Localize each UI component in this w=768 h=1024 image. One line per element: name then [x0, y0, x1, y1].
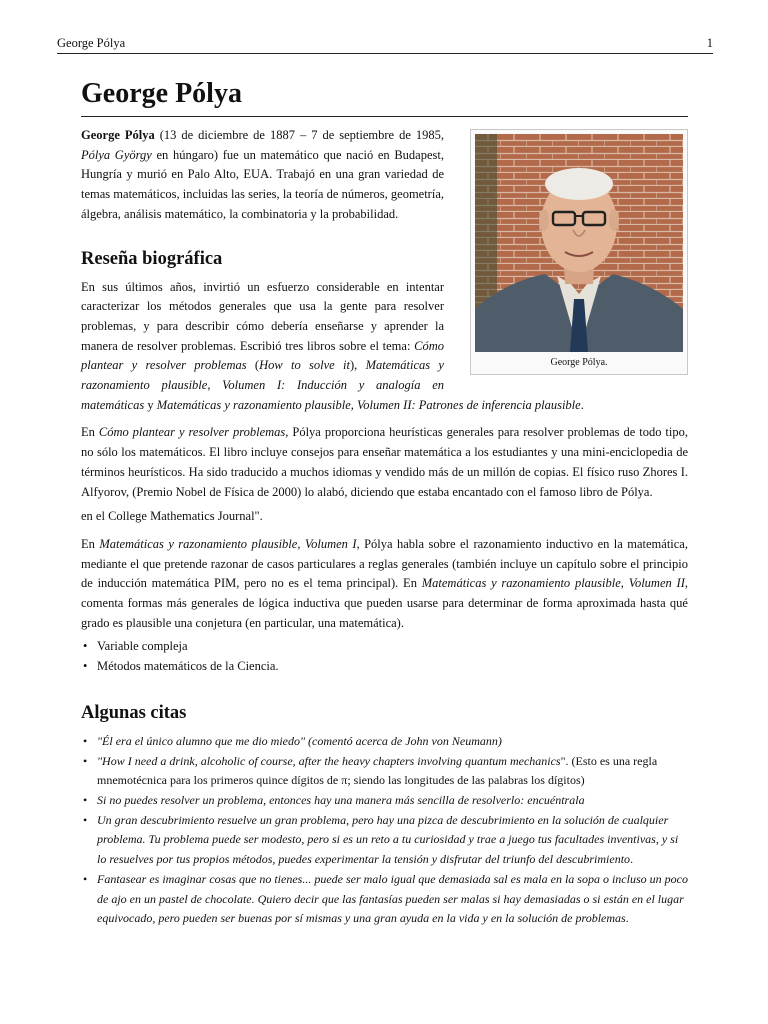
bio-paragraph-3: en el College Mathematics Journal". [81, 509, 263, 524]
page-number: 1 [706, 36, 713, 50]
quote-text: "How I need a drink, alcoholic of course, after the heavy chapters involving quantum mechanics [97, 753, 561, 768]
paragraph-text: , Pólya proporciona heurísticas generales para resolver problemas de todo tipo, no sólo los matemáticos. El libro incluye consejos para enseñar matemática a los estudiantes y una mini-enciclopedia de términos heurísticos. Ha sido traducido a muchos idiomas y vendido más de un millón de copias. El físico ruso Zhores I. Alfyorov, (Premio Nobel de Física de 2000) lo alabó, diciendo que estaba encantado con el famoso libro de Pólya. [81, 425, 688, 499]
figure-caption: George Pólya. [550, 357, 608, 368]
quote-item [81, 870, 688, 929]
paragraph-text: y [144, 397, 157, 412]
quote-text: Fantasear es imaginar cosas que no tienes... puede ser malo igual que demasiada sal es mala en la sopa o incluso un poco de ajo en un pastel de chocolate. Quiero decir que las fantasías pueden ser malas si hay demasiadas o si están en el lugar equivocado, pero pueden ser buenas por sí mismas y una gran ayuda en la vida y en la solución de problemas [97, 871, 688, 926]
quote-note: . [630, 852, 634, 867]
quote-note: . [625, 911, 629, 926]
paragraph-text: En [81, 536, 100, 551]
intro-text: en húngaro) fue un matemático que nació en Budapest, Hungría y murió en Palo Alto, EUA. Trabajó en una gran variedad de temas matemáticos, incluidas las series, la teoría de números, geometría, álgebra, análisis matemático, la combinatoria y la probabilidad. [81, 147, 444, 221]
book-title: Matemáticas y razonamiento plausible, Volumen I: Inducción y analogía en matemáticas [81, 358, 444, 412]
native-name: Pólya György [81, 147, 152, 162]
quote-text: "Él era el único alumno que me dio miedo" (comentó acerca de John von Neumann) [97, 733, 502, 748]
running-title: George Pólya [57, 36, 126, 50]
quote-text: Si no puedes resolver un problema, entonces hay una manera más sencilla de resolverlo: encuéntrala [97, 792, 585, 807]
book-title: Cómo plantear y resolver problemas [98, 425, 286, 440]
subject-name: George Pólya [81, 128, 155, 142]
paragraph-text: En [81, 425, 99, 440]
header-divider [57, 53, 713, 54]
quote-item [81, 732, 688, 752]
section-heading-quotes: Algunas citas [81, 702, 187, 723]
portrait-photo [475, 134, 683, 352]
portrait-figure [470, 129, 688, 375]
paragraph-text: ( [246, 358, 260, 373]
paragraph-text: En sus últimos años, invirtió un esfuerzo considerable en intentar caracterizar los métodos generales que usa la gente para resolver problemas, y para describir cómo debería enseñarse y aprender la manera de resolver problemas. Escribió tres libros sobre el tema: [81, 279, 444, 353]
topic-list [81, 637, 688, 676]
paragraph-text: , comenta formas más generales de lógica inductiva que pueden usarse para determinar de forma aproximada hasta qué grado es plausible una conjetura (en particular, una matemática). [81, 576, 688, 630]
book-title: Matemáticas y razonamiento plausible, Volumen I [99, 536, 357, 551]
bio-paragraph-2 [81, 423, 688, 502]
quote-item [81, 752, 688, 791]
paragraph-text: . [580, 397, 584, 412]
paragraph-text: ), [349, 358, 366, 373]
page-title: George Pólya [81, 78, 688, 117]
bio-paragraph-4 [81, 535, 688, 634]
quote-note: ". (Esto es una regla mnemotécnica para los primeros quince dígitos de π; siendo las longitudes de las palabras los dígitos) [97, 753, 658, 788]
quote-item [81, 791, 688, 811]
list-item: • Variable compleja [81, 637, 688, 657]
running-header [57, 36, 713, 51]
book-title: How to solve it [259, 358, 350, 373]
book-title: Cómo plantear y resolver problemas [81, 338, 444, 373]
quote-text: Un gran descubrimiento resuelve un gran problema, pero hay una pizca de descubrimiento en la solución de cualquier problema. Tu problema puede ser modesto, pero si es un reto a tu curiosidad y trae a juego tus facultades inventivas, y si lo resuelves por tus propios métodos, puedes experimentar la tensión y disfrutar del triunfo del descubrimiento [97, 812, 679, 867]
quote-item [81, 811, 688, 870]
section-heading-biography: Reseña biográfica [81, 248, 223, 269]
intro-text: (13 de diciembre de 1887 – 7 de septiembre de 1985, [154, 128, 445, 142]
paragraph-text: , Pólya habla sobre el razonamiento inductivo en la matemática, mediante el que pretende razonar de casos particulares a reglas generales (también incluye un capítulo sobre el principio de inducción matemática PIM, pero no es el tema principal). En [81, 536, 688, 591]
book-title: Matemáticas y razonamiento plausible, Volumen II [421, 576, 685, 591]
article-body [81, 78, 688, 929]
book-title: Matemáticas y razonamiento plausible, Volumen II: Patrones de inferencia plausible [156, 397, 581, 412]
list-item: • Métodos matemáticos de la Ciencia. [81, 657, 688, 677]
quote-list [81, 732, 688, 929]
